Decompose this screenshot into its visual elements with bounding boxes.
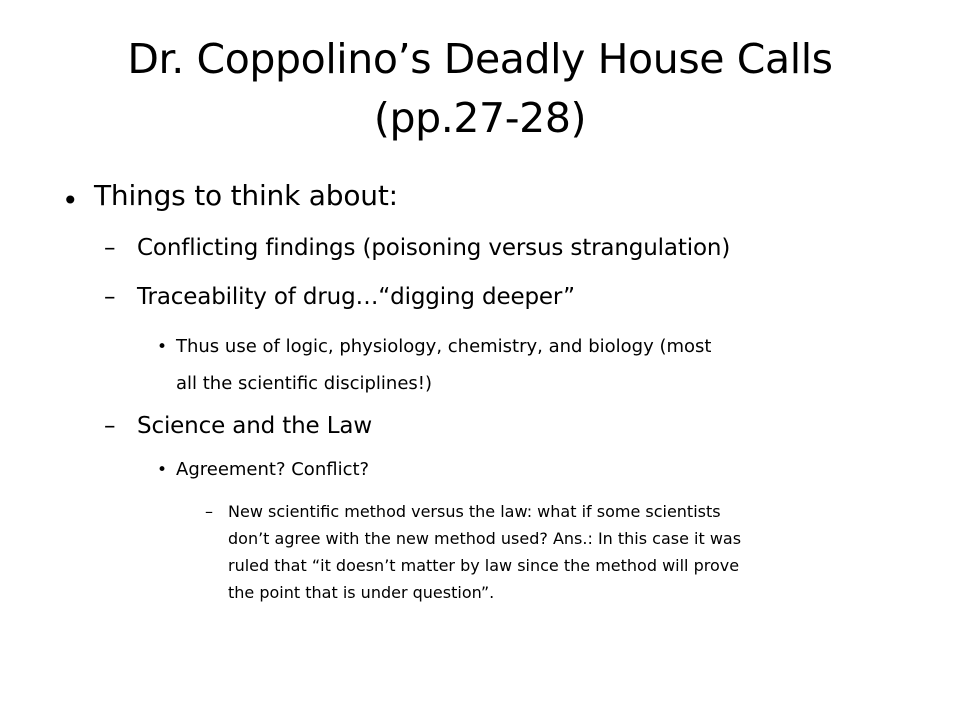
bullet-new-scientific-method-line-4: the point that is under question”.	[228, 583, 495, 602]
bullet-marker: •	[62, 184, 79, 217]
bullet-new-scientific-method-line-1: New scientific method versus the law: what if some scientists	[228, 502, 721, 521]
slide-title-line-2: (pp.27-28)	[373, 94, 587, 142]
bullet-agreement-conflict: Agreement? Conflict?	[176, 459, 370, 480]
bullet-new-scientific-method-line-3: ruled that “it doesn’t matter by law since the method will prove	[228, 556, 740, 575]
bullet-traceability-of-drug: Traceability of drug…“digging deeper”	[137, 284, 575, 310]
dash-marker: –	[104, 284, 116, 310]
dash-marker: –	[104, 413, 116, 439]
bullet-science-and-the-law: Science and the Law	[137, 413, 372, 439]
bullet-things-to-think-about: Things to think about:	[94, 179, 398, 212]
bullet-conflicting-findings: Conflicting findings (poisoning versus strangulation)	[137, 235, 731, 261]
bullet-use-of-logic-line-2: all the scientific disciplines!)	[176, 373, 433, 394]
bullet-use-of-logic-line-1: Thus use of logic, physiology, chemistry, and biology (most	[176, 336, 712, 357]
dash-marker: –	[104, 235, 116, 261]
bullet-marker: •	[157, 337, 168, 357]
bullet-new-scientific-method-line-2: don’t agree with the new method used? Ans.: In this case it was	[228, 529, 742, 548]
slide-title-line-1: Dr. Coppolino’s Deadly House Calls	[127, 35, 833, 83]
dash-marker: –	[205, 502, 213, 521]
bullet-marker: •	[157, 460, 168, 480]
